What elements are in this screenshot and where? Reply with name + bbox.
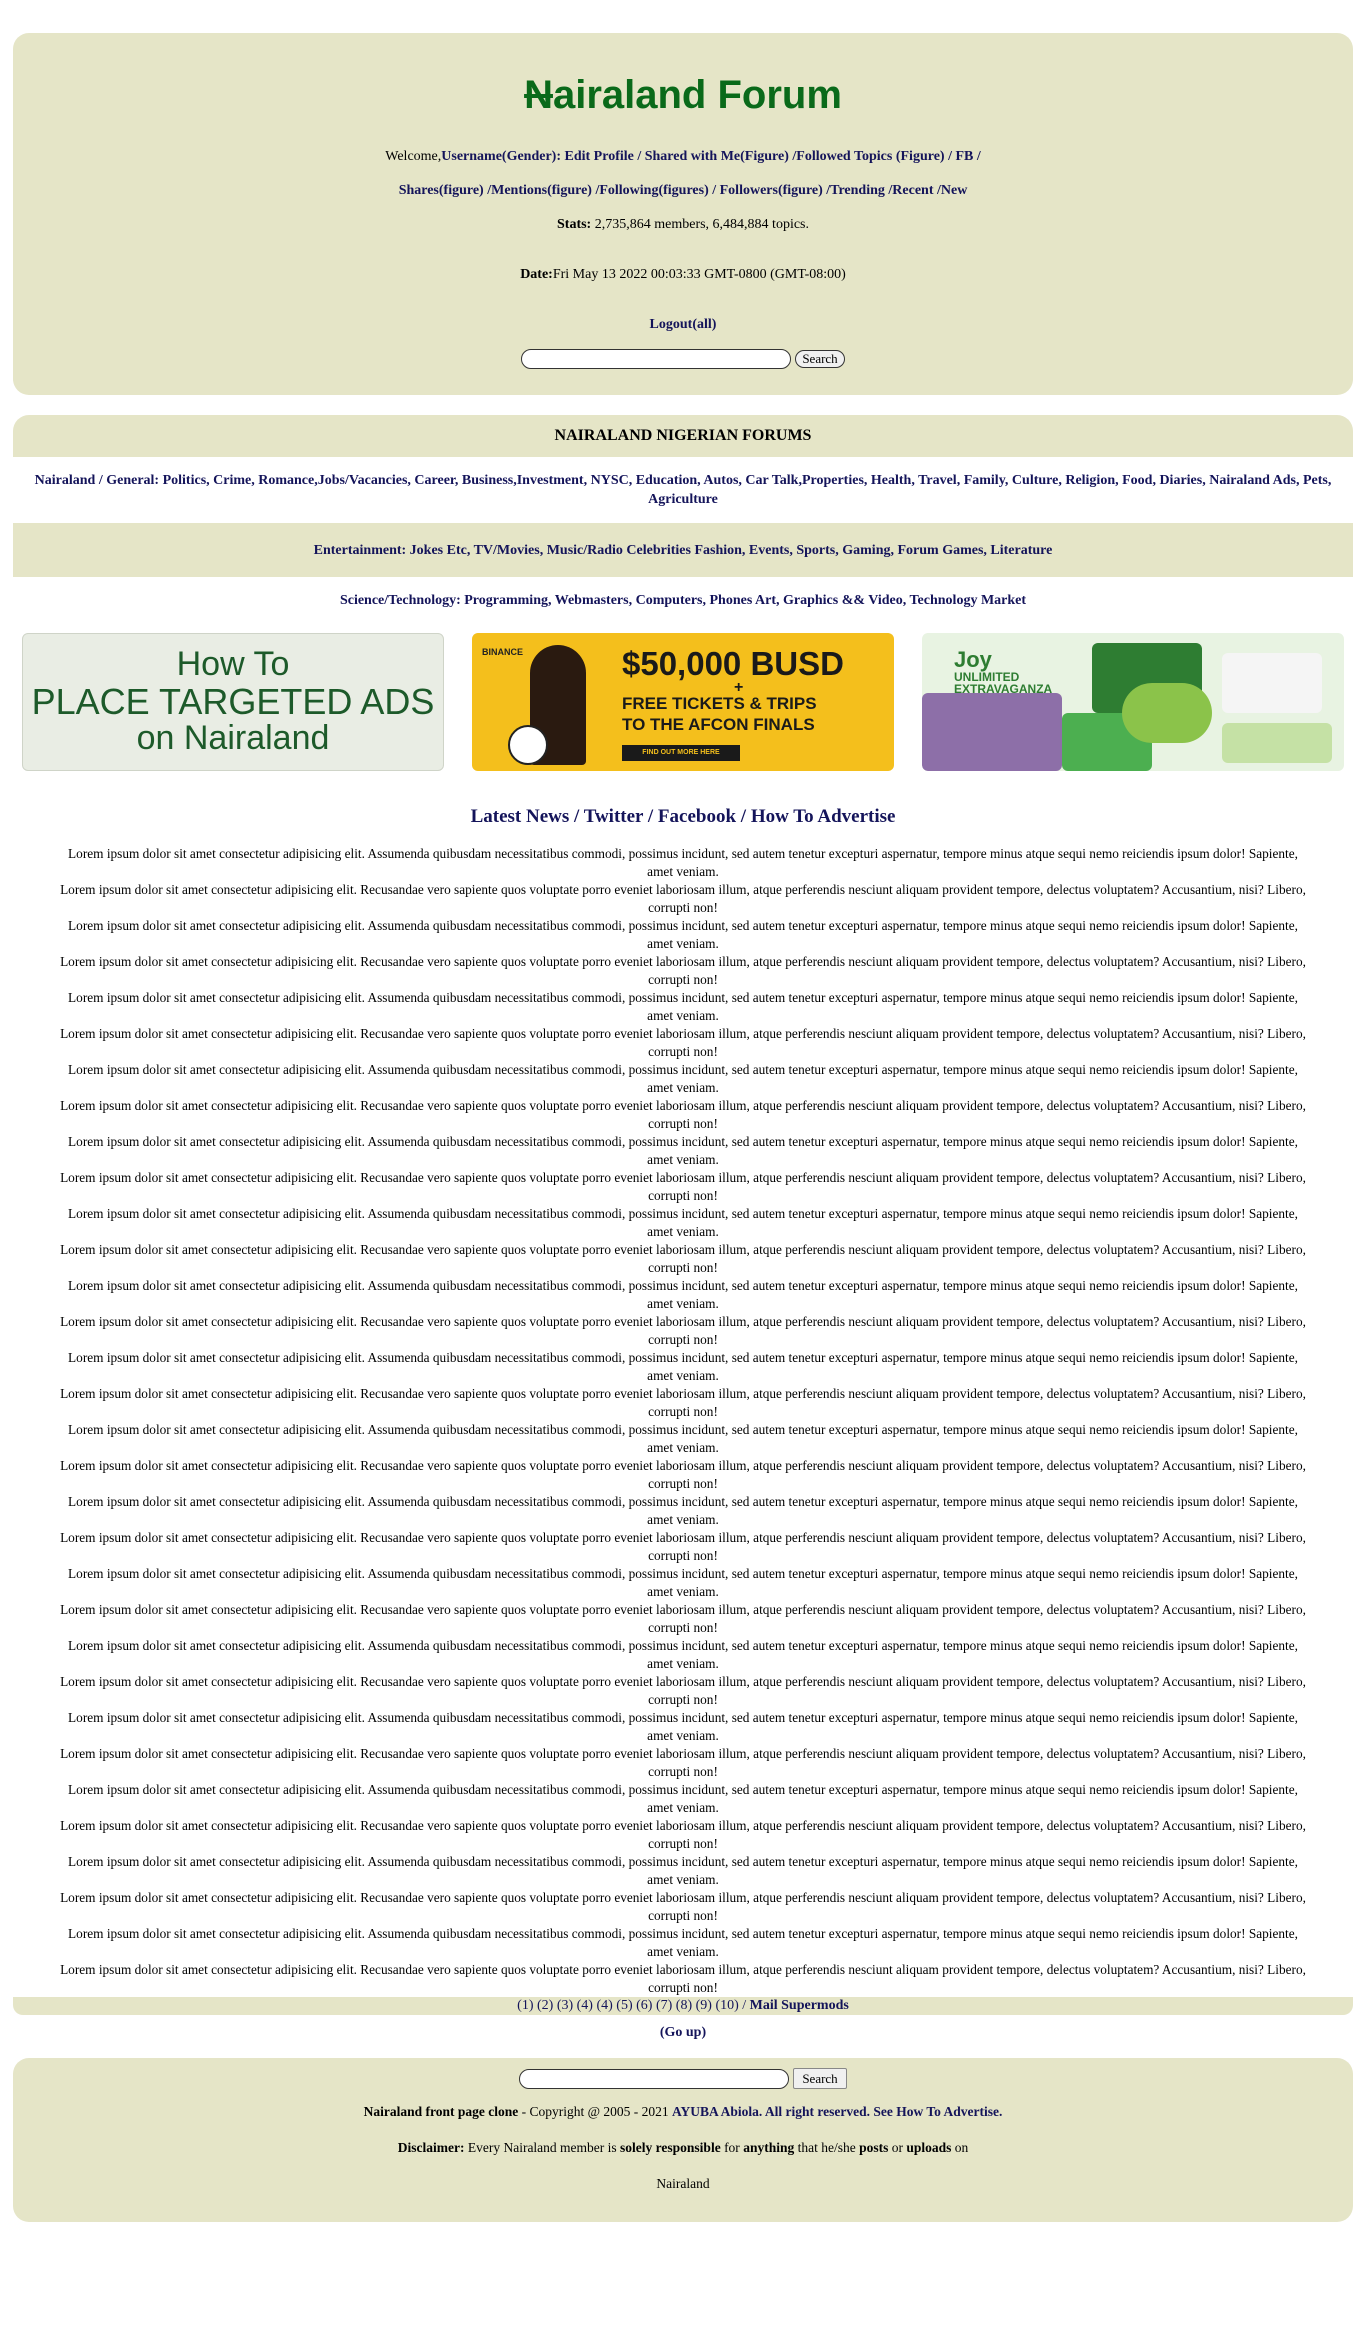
ad1-line1: How To: [176, 645, 290, 684]
user-nav-links-2[interactable]: Shares(figure) /Mentions(figure) /Following(figures) / Followers(figure) /Trending /Recent /New: [398, 183, 968, 198]
news-item: Lorem ipsum dolor sit amet consectetur adipisicing elit. Assumenda quibusdam necessitatibus commodi, possimus incidunt, sed autem tenetur excepturi aspernatur, tempore minus atque sequi nemo reiciendis ipsum dolor! Sapiente, amet veniam.: [68, 1206, 1298, 1239]
news-item: Lorem ipsum dolor sit amet consectetur adipisicing elit. Recusandae vero sapiente quos voluptate porro eveniet laboriosam illum, atque perferendis nesciunt aliquam provident tempore, delectus voluptatem? Accusantium, nisi? Libero, corrupti non!: [60, 1026, 1306, 1059]
disclaimer-solely: solely responsible: [620, 2140, 721, 2155]
ad3-title2: UNLIMITED: [954, 670, 1020, 684]
date-line: [13, 265, 1353, 285]
footer-search-row: [13, 2068, 1353, 2089]
disclaimer-text: Every Nairaland member is: [464, 2140, 621, 2155]
ad2-plus: +: [734, 679, 744, 696]
news-item: Lorem ipsum dolor sit amet consectetur adipisicing elit. Recusandae vero sapiente quos voluptate porro eveniet laboriosam illum, atque perferendis nesciunt aliquam provident tempore, delectus voluptatem? Accusantium, nisi? Libero, corrupti non!: [60, 1098, 1306, 1131]
ad3-title3: EXTRAVAGANZA: [954, 682, 1053, 696]
logout-row: [13, 315, 1353, 335]
footer-panel: [13, 2058, 1353, 2222]
ad1-line2: PLACE TARGETED ADS: [31, 681, 435, 723]
footer-site-text: Nairaland: [656, 2176, 710, 2191]
stats-line: [13, 215, 1353, 235]
ad3-info-panel: [1222, 653, 1322, 713]
stats-value: 2,735,864 members, 6,484,884 topics.: [591, 217, 809, 232]
page-link[interactable]: (7): [655, 1998, 673, 2013]
disclaimer-uploads: uploads: [906, 2140, 952, 2155]
pagination: [13, 1997, 1353, 2015]
news-item: Lorem ipsum dolor sit amet consectetur adipisicing elit. Assumenda quibusdam necessitatibus commodi, possimus incidunt, sed autem tenetur excepturi aspernatur, tempore minus atque sequi nemo reiciendis ipsum dolor! Sapiente, amet veniam.: [68, 1710, 1298, 1743]
news-item: Lorem ipsum dolor sit amet consectetur adipisicing elit. Assumenda quibusdam necessitatibus commodi, possimus incidunt, sed autem tenetur excepturi aspernatur, tempore minus atque sequi nemo reiciendis ipsum dolor! Sapiente, amet veniam.: [68, 1926, 1298, 1959]
news-item: Lorem ipsum dolor sit amet consectetur adipisicing elit. Recusandae vero sapiente quos voluptate porro eveniet laboriosam illum, atque perferendis nesciunt aliquam provident tempore, delectus voluptatem? Accusantium, nisi? Libero, corrupti non!: [60, 1746, 1306, 1779]
latest-news-link[interactable]: Latest News: [470, 806, 570, 827]
news-item: Lorem ipsum dolor sit amet consectetur adipisicing elit. Recusandae vero sapiente quos voluptate porro eveniet laboriosam illum, atque perferendis nesciunt aliquam provident tempore, delectus voluptatem? Accusantium, nisi? Libero, corrupti non!: [60, 954, 1306, 987]
news-item: Lorem ipsum dolor sit amet consectetur adipisicing elit. Recusandae vero sapiente quos voluptate porro eveniet laboriosam illum, atque perferendis nesciunt aliquam provident tempore, delectus voluptatem? Accusantium, nisi? Libero, corrupti non!: [60, 1674, 1306, 1707]
go-up-link[interactable]: (Go up): [659, 2025, 707, 2040]
footer-copyright: [13, 2103, 1353, 2121]
site-title-text: airaland Forum: [552, 73, 842, 117]
user-nav-links-1[interactable]: Username(Gender): Edit Profile / Shared with Me(Figure) /Followed Topics (Figure) / FB /: [441, 149, 981, 164]
disclaimer-text: on: [951, 2140, 969, 2155]
header-panel: [13, 33, 1353, 395]
ad-targeted-ads[interactable]: [22, 633, 444, 771]
ad3-icons-row: [1222, 723, 1332, 763]
news-list: [0, 845, 1366, 1997]
news-item: Lorem ipsum dolor sit amet consectetur adipisicing elit. Recusandae vero sapiente quos voluptate porro eveniet laboriosam illum, atque perferendis nesciunt aliquam provident tempore, delectus voluptatem? Accusantium, nisi? Libero, corrupti non!: [60, 1602, 1306, 1635]
page-link[interactable]: (8): [675, 1998, 693, 2013]
logout-link[interactable]: Logout(all): [649, 317, 717, 332]
ad3-title1: Joy: [954, 647, 992, 672]
footer-search-button[interactable]: Search: [793, 2068, 846, 2089]
news-item: Lorem ipsum dolor sit amet consectetur adipisicing elit. Recusandae vero sapiente quos voluptate porro eveniet laboriosam illum, atque perferendis nesciunt aliquam provident tempore, delectus voluptatem? Accusantium, nisi? Libero, corrupti non!: [60, 1818, 1306, 1851]
disclaimer-text: for: [720, 2140, 744, 2155]
news-item: Lorem ipsum dolor sit amet consectetur adipisicing elit. Assumenda quibusdam necessitatibus commodi, possimus incidunt, sed autem tenetur excepturi aspernatur, tempore minus atque sequi nemo reiciendis ipsum dolor! Sapiente, amet veniam.: [68, 918, 1298, 951]
page-link[interactable]: (4): [596, 1998, 613, 2013]
category-general: [0, 457, 1366, 523]
disclaimer-text: or: [888, 2140, 907, 2155]
news-item: Lorem ipsum dolor sit amet consectetur adipisicing elit. Assumenda quibusdam necessitatibus commodi, possimus incidunt, sed autem tenetur excepturi aspernatur, tempore minus atque sequi nemo reiciendis ipsum dolor! Sapiente, amet veniam.: [68, 1782, 1298, 1815]
ad1-line3: on Nairaland: [136, 718, 330, 757]
news-item: Lorem ipsum dolor sit amet consectetur adipisicing elit. Assumenda quibusdam necessitatibus commodi, possimus incidunt, sed autem tenetur excepturi aspernatur, tempore minus atque sequi nemo reiciendis ipsum dolor! Sapiente, amet veniam.: [68, 1422, 1298, 1455]
news-item: Lorem ipsum dolor sit amet consectetur adipisicing elit. Assumenda quibusdam necessitatibus commodi, possimus incidunt, sed autem tenetur excepturi aspernatur, tempore minus atque sequi nemo reiciendis ipsum dolor! Sapiente, amet veniam.: [68, 1566, 1298, 1599]
page-link[interactable]: (4): [576, 1998, 593, 2013]
twitter-link[interactable]: Twitter: [583, 806, 644, 827]
category-entertainment-links[interactable]: Entertainment: Jokes Etc, TV/Movies, Music/Radio Celebrities Fashion, Events, Sports, Gaming, Forum Games, Literature: [313, 542, 1053, 558]
news-item: Lorem ipsum dolor sit amet consectetur adipisicing elit. Assumenda quibusdam necessitatibus commodi, possimus incidunt, sed autem tenetur excepturi aspernatur, tempore minus atque sequi nemo reiciendis ipsum dolor! Sapiente, amet veniam.: [68, 1134, 1298, 1167]
page-link[interactable]: (2): [536, 1998, 554, 2013]
footer-disclaimer: [13, 2139, 1353, 2157]
facebook-link[interactable]: Facebook: [657, 806, 737, 827]
category-entertainment: [13, 523, 1353, 577]
user-nav-line1: [13, 147, 1353, 167]
forums-heading-text: NAIRALAND NIGERIAN FORUMS: [554, 427, 812, 444]
page-link[interactable]: (3): [556, 1998, 574, 2013]
ad-banner-row: [0, 633, 1366, 771]
ad2-tickets: [622, 693, 817, 735]
news-item: Lorem ipsum dolor sit amet consectetur adipisicing elit. Assumenda quibusdam necessitatibus commodi, possimus incidunt, sed autem tenetur excepturi aspernatur, tempore minus atque sequi nemo reiciendis ipsum dolor! Sapiente, amet veniam.: [68, 990, 1298, 1023]
ad3-badge-image: [1122, 683, 1212, 743]
disclaimer-anything: anything: [743, 2140, 795, 2155]
footer-copyright-text: - Copyright @ 2005 - 2021: [518, 2104, 673, 2119]
ad2-line1: FREE TICKETS & TRIPS: [622, 694, 817, 713]
news-item: Lorem ipsum dolor sit amet consectetur adipisicing elit. Recusandae vero sapiente quos voluptate porro eveniet laboriosam illum, atque perferendis nesciunt aliquam provident tempore, delectus voluptatem? Accusantium, nisi? Libero, corrupti non!: [60, 1386, 1306, 1419]
page-link[interactable]: (1): [517, 1998, 534, 2013]
ad2-line2: TO THE AFCON FINALS: [622, 715, 815, 734]
naira-symbol: N: [524, 73, 553, 117]
page-link[interactable]: (9): [695, 1998, 712, 2013]
news-item: Lorem ipsum dolor sit amet consectetur adipisicing elit. Assumenda quibusdam necessitatibus commodi, possimus incidunt, sed autem tenetur excepturi aspernatur, tempore minus atque sequi nemo reiciendis ipsum dolor! Sapiente, amet veniam.: [68, 1278, 1298, 1311]
news-item: Lorem ipsum dolor sit amet consectetur adipisicing elit. Recusandae vero sapiente quos voluptate porro eveniet laboriosam illum, atque perferendis nesciunt aliquam provident tempore, delectus voluptatem? Accusantium, nisi? Libero, corrupti non!: [60, 1170, 1306, 1203]
category-general-links[interactable]: Nairaland / General: Politics, Crime, Romance,Jobs/Vacancies, Career, Business,Investment, NYSC, Education, Autos, Car Talk,Properties, Health, Travel, Family, Culture, Religion, Food, Diaries, Nairaland Ads, Pets, Agriculture: [34, 473, 1332, 507]
pager-sep: /: [742, 1998, 750, 2013]
ad2-cta: FIND OUT MORE HERE: [622, 745, 740, 761]
disclaimer-posts: posts: [859, 2140, 889, 2155]
go-up-row: [0, 2024, 1366, 2042]
page-link[interactable]: (6): [636, 1998, 653, 2013]
user-nav-line2: [13, 181, 1353, 201]
ad3-title: [954, 649, 1052, 695]
news-item: Lorem ipsum dolor sit amet consectetur adipisicing elit. Assumenda quibusdam necessitatibus commodi, possimus incidunt, sed autem tenetur excepturi aspernatur, tempore minus atque sequi nemo reiciendis ipsum dolor! Sapiente, amet veniam.: [68, 1062, 1298, 1095]
ad-binance[interactable]: [472, 633, 894, 771]
disclaimer-label: Disclaimer:: [397, 2140, 465, 2155]
page-link[interactable]: (5): [616, 1998, 633, 2013]
news-item: Lorem ipsum dolor sit amet consectetur adipisicing elit. Assumenda quibusdam necessitatibus commodi, possimus incidunt, sed autem tenetur excepturi aspernatur, tempore minus atque sequi nemo reiciendis ipsum dolor! Sapiente, amet veniam.: [68, 846, 1298, 879]
advertise-link[interactable]: How To Advertise: [750, 806, 896, 827]
footer-site-name: [13, 2175, 1353, 2193]
football-icon: [508, 725, 548, 765]
mail-supermods-link[interactable]: Mail Supermods: [749, 1998, 849, 2013]
ad3-town-image: [922, 693, 1062, 771]
ad-glo-extravaganza[interactable]: [922, 633, 1344, 771]
category-science-links[interactable]: Science/Technology: Programming, Webmasters, Computers, Phones Art, Graphics && Video, Technology Market: [339, 593, 1027, 608]
news-item: Lorem ipsum dolor sit amet consectetur adipisicing elit. Recusandae vero sapiente quos voluptate porro eveniet laboriosam illum, atque perferendis nesciunt aliquam provident tempore, delectus voluptatem? Accusantium, nisi? Libero, corrupti non!: [60, 1314, 1306, 1347]
forums-heading: [13, 415, 1353, 457]
date-label: Date:: [520, 267, 553, 282]
news-sep: /: [569, 806, 584, 827]
news-item: Lorem ipsum dolor sit amet consectetur adipisicing elit. Recusandae vero sapiente quos voluptate porro eveniet laboriosam illum, atque perferendis nesciunt aliquam provident tempore, delectus voluptatem? Accusantium, nisi? Libero, corrupti non!: [60, 1890, 1306, 1923]
header-search-button[interactable]: Search: [795, 350, 844, 368]
footer-search-input[interactable]: [519, 2069, 789, 2089]
welcome-text: Welcome,: [385, 149, 442, 164]
stats-label: Stats:: [557, 217, 592, 232]
site-title[interactable]: [13, 63, 1353, 127]
category-science: [0, 577, 1366, 615]
disclaimer-text: that he/she: [794, 2140, 860, 2155]
news-sep: /: [736, 806, 751, 827]
news-item: Lorem ipsum dolor sit amet consectetur adipisicing elit. Recusandae vero sapiente quos voluptate porro eveniet laboriosam illum, atque perferendis nesciunt aliquam provident tempore, delectus voluptatem? Accusantium, nisi? Libero, corrupti non!: [60, 1530, 1306, 1563]
news-item: Lorem ipsum dolor sit amet consectetur adipisicing elit. Recusandae vero sapiente quos voluptate porro eveniet laboriosam illum, atque perferendis nesciunt aliquam provident tempore, delectus voluptatem? Accusantium, nisi? Libero, corrupti non!: [60, 1458, 1306, 1491]
news-item: Lorem ipsum dolor sit amet consectetur adipisicing elit. Assumenda quibusdam necessitatibus commodi, possimus incidunt, sed autem tenetur excepturi aspernatur, tempore minus atque sequi nemo reiciendis ipsum dolor! Sapiente, amet veniam.: [68, 1638, 1298, 1671]
news-item: Lorem ipsum dolor sit amet consectetur adipisicing elit. Assumenda quibusdam necessitatibus commodi, possimus incidunt, sed autem tenetur excepturi aspernatur, tempore minus atque sequi nemo reiciendis ipsum dolor! Sapiente, amet veniam.: [68, 1494, 1298, 1527]
news-item: Lorem ipsum dolor sit amet consectetur adipisicing elit. Assumenda quibusdam necessitatibus commodi, possimus incidunt, sed autem tenetur excepturi aspernatur, tempore minus atque sequi nemo reiciendis ipsum dolor! Sapiente, amet veniam.: [68, 1350, 1298, 1383]
page-link[interactable]: (10): [715, 1998, 739, 2013]
news-links: [0, 805, 1366, 829]
header-search-row: [13, 349, 1353, 369]
footer-author-link[interactable]: AYUBA Abiola. All right reserved. See How To Advertise.: [672, 2104, 1003, 2119]
date-value: Fri May 13 2022 00:03:33 GMT-0800 (GMT-08:00): [552, 267, 846, 282]
news-sep: /: [643, 806, 658, 827]
ad2-amount: $50,000 BUSD: [622, 645, 844, 682]
header-search-input[interactable]: [521, 349, 791, 369]
news-item: Lorem ipsum dolor sit amet consectetur adipisicing elit. Assumenda quibusdam necessitatibus commodi, possimus incidunt, sed autem tenetur excepturi aspernatur, tempore minus atque sequi nemo reiciendis ipsum dolor! Sapiente, amet veniam.: [68, 1854, 1298, 1887]
news-item: Lorem ipsum dolor sit amet consectetur adipisicing elit. Recusandae vero sapiente quos voluptate porro eveniet laboriosam illum, atque perferendis nesciunt aliquam provident tempore, delectus voluptatem? Accusantium, nisi? Libero, corrupti non!: [60, 1242, 1306, 1275]
binance-logo: BINANCE: [482, 647, 524, 657]
news-item: Lorem ipsum dolor sit amet consectetur adipisicing elit. Recusandae vero sapiente quos voluptate porro eveniet laboriosam illum, atque perferendis nesciunt aliquam provident tempore, delectus voluptatem? Accusantium, nisi? Libero, corrupti non!: [60, 1962, 1306, 1995]
footer-clone: Nairaland front page clone: [363, 2104, 519, 2119]
news-item: Lorem ipsum dolor sit amet consectetur adipisicing elit. Recusandae vero sapiente quos voluptate porro eveniet laboriosam illum, atque perferendis nesciunt aliquam provident tempore, delectus voluptatem? Accusantium, nisi? Libero, corrupti non!: [60, 882, 1306, 915]
